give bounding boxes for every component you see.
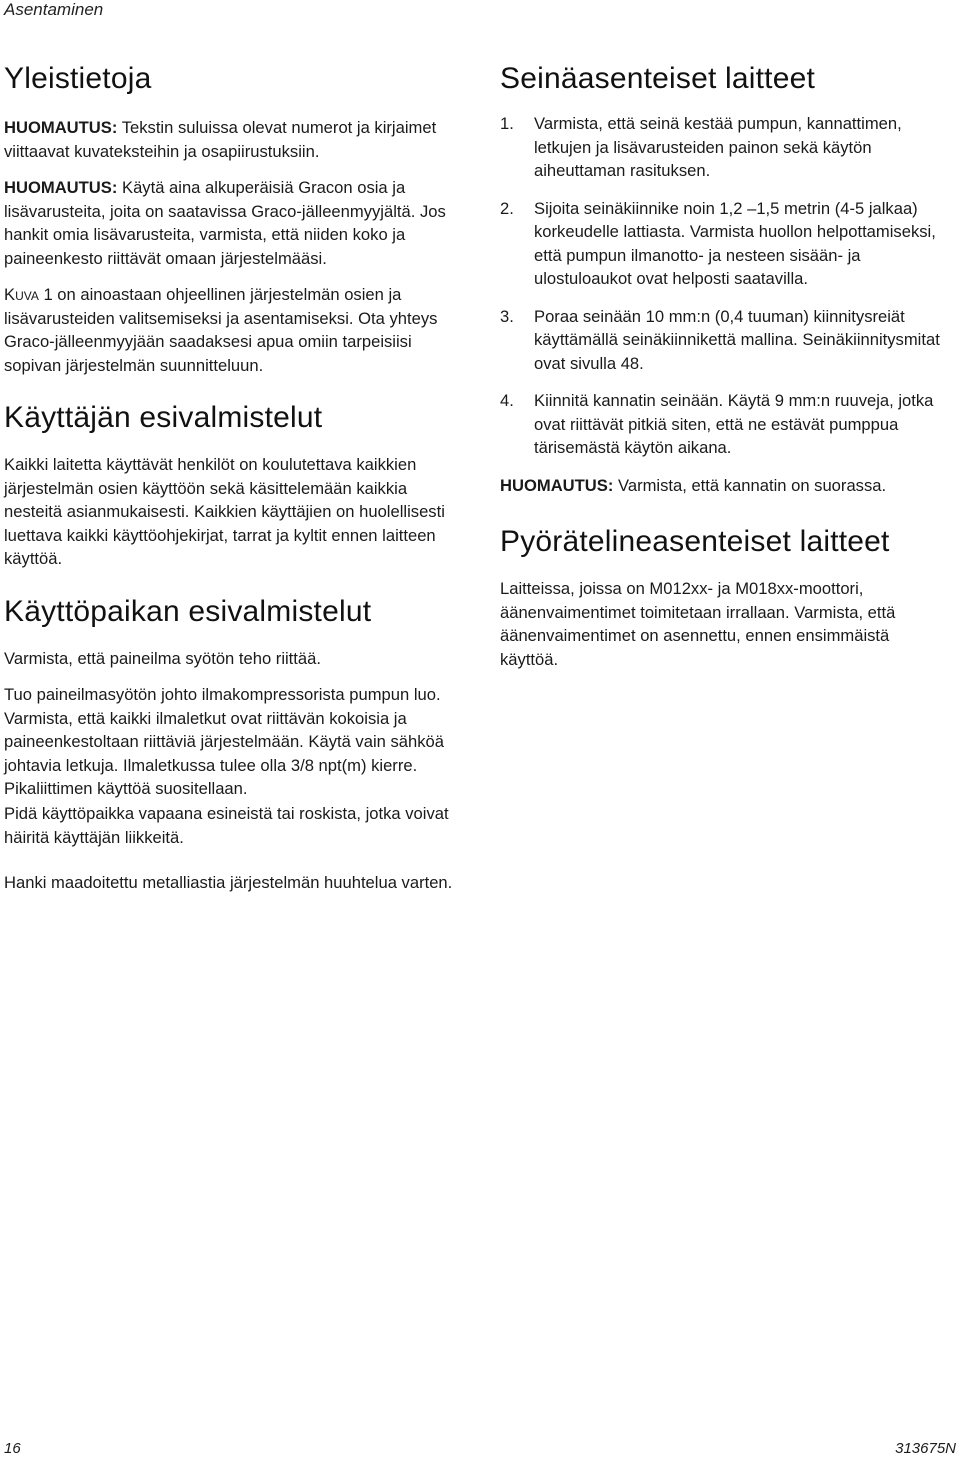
section-title-site-prep: Käyttöpaikan esivalmistelut: [4, 594, 372, 628]
note-text: Tekstin suluissa olevat numerot ja kirjaimet viittaavat kuvateksteihin ja osapiirustuksiin.: [4, 118, 437, 161]
step-text: Varmista, että seinä kestää pumpun, kannattimen, letkujen ja lisävarusteiden painon sekä käytön aiheuttaman rasituksen.: [534, 114, 902, 180]
step-number: 1.: [500, 114, 514, 133]
site-prep-paragraph-4: Hanki maadoitettu metalliastia järjestelmän huuhtelua varten.: [4, 873, 453, 892]
cart-mount-body: Laitteissa, joissa on M012xx- ja M018xx-moottori, äänenvaimentimet toimitetaan irrallaan. Varmista, että äänenvaimentimet on asennettu, ennen ensimmäistä käyttöä.: [500, 579, 896, 669]
operator-prep-body: Kaikki laitetta käyttävät henkilöt on koulutettava kaikkien järjestelmän osien käyttöön sekä käsittelemään kaikkia nesteitä asianmukaisesti. Kaikkien käyttäjien on huolellisesti luettava kaikki käyttöohjekirjat, tarrat ja kyltit ennen laitteen käyttöä.: [4, 455, 445, 568]
site-prep-paragraph-3: Pidä käyttöpaikka vapaana esineistä tai roskista, jotka voivat häiritä käyttäjän liikkeitä.: [4, 804, 449, 847]
list-item: [500, 112, 940, 183]
figure-reference-link[interactable]: Kuva: [4, 285, 39, 304]
site-prep-paragraph-2: Tuo paineilmasyötön johto ilmakompressorista pumpun luo. Varmista, että kaikki ilmaletkut ovat riittävän kokoisia ja paineenkestoltaan riittäviä järjestelmään. Käytä vain sähköä johtavia letkuja. Ilmaletkussa tulee olla 3/8 npt(m) kierre. Pikaliittimen käyttöä suositellaan.: [4, 685, 444, 798]
running-header: Asentaminen: [4, 0, 104, 19]
wall-mount-note: [500, 474, 940, 498]
step-number: 2.: [500, 198, 514, 218]
step-text: Kiinnitä kannatin seinään. Käytä 9 mm:n ruuveja, jotka ovat riittävät pitkiä siten, että ne estävät pumppua tärisemästä käytön aikana.: [534, 391, 934, 457]
note-paragraph-2: [4, 176, 464, 270]
note-paragraph-1: [4, 116, 464, 163]
section-title-operator-prep: Käyttäjän esivalmistelut: [4, 401, 323, 434]
step-number: 3.: [500, 306, 514, 326]
step-text: Poraa seinään 10 mm:n (0,4 tuuman) kiinnitysreiät käyttämällä seinäkiinnikettä mallina. Seinäkiinnitysmitat ovat sivulla 48.: [534, 306, 940, 373]
document-id: 313675N: [895, 1440, 956, 1457]
note-text: Käytä aina alkuperäisiä Gracon osia ja lisävarusteita, joita on saatavissa Graco-jälleenmyyjältä. Jos hankit omia lisävarusteita, varmista, että niiden koko ja paineenkesto riittävät omaan järjestelmääsi.: [4, 178, 446, 268]
wall-mount-steps: [500, 112, 940, 460]
note-label: HUOMAUTUS:: [4, 178, 118, 197]
list-item: [500, 389, 940, 460]
list-item: [500, 305, 940, 376]
section-title-cart-mount: Pyörätelineasenteiset laitteet: [500, 525, 890, 558]
left-bottom-block: [4, 802, 464, 917]
list-item: [500, 197, 940, 291]
step-text: Sijoita seinäkiinnike noin 1,2 –1,5 metrin (4-5 jalkaa) korkeudelle lattiasta. Varmista huollon helpottamiseksi, että pumpun ilmanotto- ja nesteen sisään- ja ulostuloaukot ovat helposti saatavilla.: [534, 198, 936, 288]
note-label: HUOMAUTUS:: [4, 118, 118, 137]
section-title-wall-mount: Seinäasenteiset laitteet: [500, 62, 816, 95]
figure-reference-text: 1 on ainoastaan ohjeellinen järjestelmän osien ja lisävarusteiden valitsemiseksi ja asentamiseksi. Ota yhteys Graco-jälleenmyyjään saadaksesi apua omiin tarpeisiisi sopivan järjestelmän suunnitteluun.: [4, 285, 438, 375]
step-number: 4.: [500, 391, 514, 410]
left-column: [4, 62, 464, 814]
note-text: Varmista, että kannatin on suorassa.: [613, 475, 887, 495]
site-prep-paragraph-1: Varmista, että paineilma syötön teho riittää.: [4, 648, 321, 668]
section-title-general: Yleistietoja: [4, 62, 152, 95]
note-label: HUOMAUTUS:: [500, 475, 614, 495]
right-column: [500, 62, 940, 684]
page-number: 16: [4, 1440, 21, 1457]
figure-reference-paragraph: [4, 283, 464, 377]
